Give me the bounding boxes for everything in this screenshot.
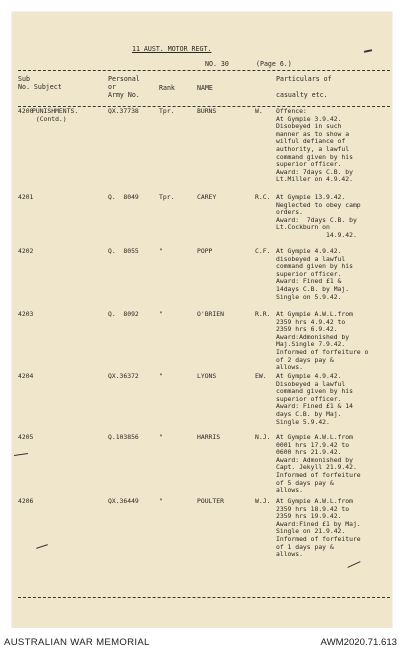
archive-name: AUSTRALIAN WAR MEMORIAL xyxy=(4,637,150,648)
entry-particulars: Offence: At Gympie 3.9.42. Disobeyed in such manner as to show a wilful defiance of authority, a lawful command given by his superior officer. Award: 7days C.B. by Lt.Miller on 4.9.42. xyxy=(276,107,353,184)
entry-army-no: Q. 8092 xyxy=(108,310,139,318)
pen-mark xyxy=(14,453,28,456)
entry-rank: Tpr. xyxy=(159,193,175,201)
entry-army-no: Q. 8049 xyxy=(108,193,139,201)
entry-surname: O'BRIEN xyxy=(197,310,224,318)
entry-initials: R.R. xyxy=(255,310,271,318)
entry-surname: LYONS xyxy=(197,372,217,380)
entry-initials: R.C. xyxy=(255,193,271,201)
col-name: NAME xyxy=(197,84,213,92)
entry-initials: N.J. xyxy=(255,433,271,441)
entry-particulars: At Gympie 4.9.42. Disobeyed a lawful command given by his superior officer. Award: Fined £1 & 14 days C.B. by Maj. Single 5.9.42. xyxy=(276,372,353,426)
document-page xyxy=(12,12,392,628)
page-number: (Page 6.) xyxy=(256,60,292,68)
entry-surname: POULTER xyxy=(197,497,224,505)
pen-mark xyxy=(364,49,372,53)
entry-rank: " xyxy=(159,433,163,441)
pen-mark xyxy=(36,544,48,549)
entry-sub-no: 4200 xyxy=(18,107,34,115)
entry-army-no: QX.37738 xyxy=(108,107,139,115)
entry-rank: " xyxy=(159,310,163,318)
entry-initials: W. xyxy=(255,107,263,115)
entry-sub-no: 4202 xyxy=(18,247,34,255)
entry-army-no: QX.36449 xyxy=(108,497,139,505)
col-personal-no: Personal or Army No. xyxy=(108,75,140,99)
entry-initials: W.J. xyxy=(255,497,271,505)
entry-particulars: At Gympie 13.9.42. Neglected to obey camp orders. Award: 7days C.B. by Lt.Cockburn on 14.9.42. xyxy=(276,193,361,239)
entry-initials: EW. xyxy=(255,372,267,380)
entry-particulars: At Gympie A.W.L.from 2359 hrs 4.9.42 to 2359 hrs 6.9.42. Award:Admonished by Maj.Single 7.9.42. Informed of forfeiture o of 2 days pay & allows. xyxy=(276,310,369,372)
entry-rank: " xyxy=(159,372,163,380)
entry-army-no: Q.103856 xyxy=(108,433,139,441)
pen-mark xyxy=(347,561,360,568)
order-number: NO. 30 xyxy=(205,60,229,68)
entry-surname: POPP xyxy=(197,247,213,255)
entry-surname: HARRIS xyxy=(197,433,221,441)
unit-title: 11 AUST. MOTOR REGT. xyxy=(132,45,212,53)
entry-rank: " xyxy=(159,497,163,505)
col-sub-subject: Sub No. Subject xyxy=(18,75,62,91)
entry-sub-no: 4205 xyxy=(18,433,34,441)
entry-army-no: Q. 8055 xyxy=(108,247,139,255)
entry-sub-no: 4206 xyxy=(18,497,34,505)
entry-initials: C.F. xyxy=(255,247,271,255)
archive-id: AWM2020.71.613 xyxy=(320,637,397,648)
entry-particulars: At Gympie 4.9.42. disobeyed a lawful command given by his superior officer. Award: Fined £1 & 14days C.B. by Maj. Single on 5.9.42. xyxy=(276,247,353,301)
entry-particulars: At Gympie A.W.L.from 0001 hrs 17.9.42 to 0600 hrs 21.9.42. Award: Admonished by Capt. Jekyll 21.9.42. Informed of forfeiture of 5 days pay & allows. xyxy=(276,433,361,495)
footer-rule xyxy=(18,597,390,598)
entry-rank: Tpr. xyxy=(159,107,175,115)
archive-footer xyxy=(0,628,403,653)
entry-subject: PUNISHMENTS. (Contd.) xyxy=(32,107,79,123)
entry-rank: " xyxy=(159,247,163,255)
entry-sub-no: 4203 xyxy=(18,310,34,318)
entry-sub-no: 4201 xyxy=(18,193,34,201)
entry-sub-no: 4204 xyxy=(18,372,34,380)
col-rank: Rank xyxy=(159,84,175,92)
entry-surname: CAREY xyxy=(197,193,217,201)
entry-army-no: QX.36372 xyxy=(108,372,139,380)
header-rule-top xyxy=(18,70,390,71)
entry-particulars: At Gympie A.W.L.from 2359 hrs 18.9.42 to 2359 hrs 19.9.42. Award:Fined £1 by Maj. Single on 21.9.42. Informed of forfeiture of 1 days pay & allows. xyxy=(276,497,361,559)
entry-surname: BURNS xyxy=(197,107,217,115)
col-particulars: Particulars of casualty etc. xyxy=(276,75,332,99)
